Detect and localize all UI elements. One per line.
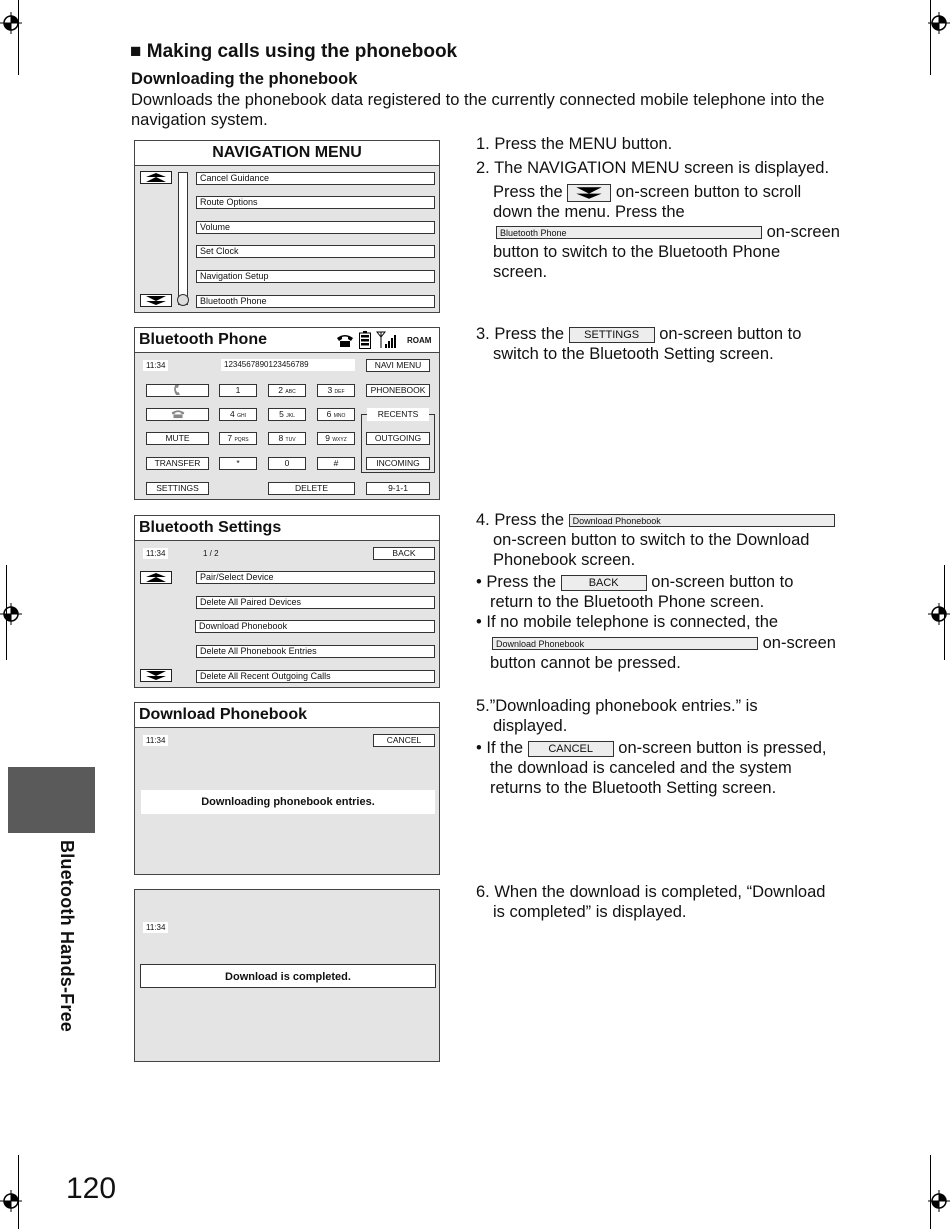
side-tab-label: Bluetooth Hands-Free <box>57 840 77 1033</box>
clock-display: 11:34 <box>143 360 168 371</box>
menu-item-navigation-setup[interactable]: Navigation Setup <box>196 270 435 283</box>
incoming-button[interactable]: INCOMING <box>366 457 430 470</box>
screen-title: NAVIGATION MENU <box>135 141 439 166</box>
note-cancel-line: returns to the Bluetooth Setting screen. <box>490 779 777 797</box>
keypad-key-1[interactable]: 1 <box>219 384 257 397</box>
keypad-key-9[interactable]: 9 WXYZ <box>317 432 355 445</box>
keypad-key-8[interactable]: 8 TUV <box>268 432 306 445</box>
scroll-up-button[interactable] <box>140 171 172 184</box>
handset-onhook-icon <box>168 409 188 419</box>
step-3-line: switch to the Bluetooth Setting screen. <box>493 345 774 363</box>
bluetooth-settings-screen <box>134 515 440 688</box>
inline-back-button: BACK <box>561 575 647 591</box>
keypad-key-star[interactable]: * <box>219 457 257 470</box>
phonebook-button[interactable]: PHONEBOOK <box>366 384 430 397</box>
step-3: 3. Press the SETTINGS on-screen button to <box>476 325 802 343</box>
note-cancel: • If the CANCEL on-screen button is pressed, <box>476 739 827 757</box>
download-completed-message: Download is completed. <box>140 964 436 988</box>
menu-item-volume[interactable]: Volume <box>196 221 435 234</box>
step-4: 4. Press the Download Phonebook <box>476 510 835 530</box>
settings-item-pair-select-device[interactable]: Pair/Select Device <box>196 571 435 584</box>
note-no-phone: • If no mobile telephone is connected, the <box>476 613 779 631</box>
inline-download-phonebook-button: Download Phonebook <box>492 637 758 650</box>
clock-display: 11:34 <box>143 548 168 559</box>
scroll-track[interactable] <box>178 172 188 305</box>
note-cancel-line: the download is canceled and the system <box>490 759 792 777</box>
scroll-up-button[interactable] <box>140 571 172 584</box>
step-2-line: button to switch to the Bluetooth Phone <box>493 243 781 261</box>
double-up-arrow-icon <box>141 172 171 183</box>
menu-item-bluetooth-phone[interactable]: Bluetooth Phone <box>196 295 435 308</box>
inline-settings-button: SETTINGS <box>569 327 655 343</box>
double-down-arrow-icon <box>141 670 171 681</box>
screen-title: Bluetooth Phone <box>135 328 439 353</box>
step-2: 2. The NAVIGATION MENU screen is displayed. <box>476 159 830 177</box>
talk-button[interactable] <box>146 384 209 397</box>
side-tab-block <box>8 767 95 833</box>
step-2-line: Press the on-screen button to scroll <box>493 183 802 201</box>
screen-title: Bluetooth Settings <box>135 516 439 541</box>
note-back-line: return to the Bluetooth Phone screen. <box>490 593 765 611</box>
step-2-line: screen. <box>493 263 548 281</box>
keypad-key-hash[interactable]: # <box>317 457 355 470</box>
scroll-down-button[interactable] <box>140 294 172 307</box>
clock-display: 11:34 <box>143 735 168 746</box>
keypad-key-5[interactable]: 5 JKL <box>268 408 306 421</box>
recents-label: RECENTS <box>367 408 429 421</box>
download-phonebook-screen <box>134 702 440 875</box>
menu-item-set-clock[interactable]: Set Clock <box>196 245 435 258</box>
note-back: • Press the BACK on-screen button to <box>476 573 794 591</box>
dialed-number-display: 1234567890123456789 <box>221 359 355 371</box>
keypad-key-3[interactable]: 3 DEF <box>317 384 355 397</box>
downloading-message: Downloading phonebook entries. <box>141 790 435 814</box>
registration-mark <box>928 12 950 34</box>
back-button[interactable]: BACK <box>373 547 435 560</box>
mute-button[interactable]: MUTE <box>146 432 209 445</box>
settings-item-delete-outgoing-calls[interactable]: Delete All Recent Outgoing Calls <box>196 670 435 683</box>
double-down-arrow-icon <box>569 186 609 200</box>
phone-status-icon <box>335 332 355 348</box>
page-number: 120 <box>66 1172 117 1205</box>
note-no-phone-line: button cannot be pressed. <box>490 654 681 672</box>
download-completed-screen <box>134 889 440 1062</box>
outgoing-button[interactable]: OUTGOING <box>366 432 430 445</box>
emergency-911-button[interactable]: 9-1-1 <box>366 482 430 495</box>
clock-display: 11:34 <box>143 922 168 933</box>
bluetooth-phone-screen <box>134 327 440 500</box>
inline-cancel-button: CANCEL <box>528 741 614 757</box>
navi-menu-button[interactable]: NAVI MENU <box>366 359 430 372</box>
intro-text: Downloads the phonebook data registered to the currently connected mobile telephone into the navigation system. <box>131 91 825 129</box>
cancel-button[interactable]: CANCEL <box>373 734 435 747</box>
scroll-thumb[interactable] <box>177 294 189 306</box>
screen-title: Download Phonebook <box>135 703 439 728</box>
step-6-line: is completed” is displayed. <box>493 903 687 921</box>
menu-item-route-options[interactable]: Route Options <box>196 196 435 209</box>
settings-item-delete-paired-devices[interactable]: Delete All Paired Devices <box>196 596 435 609</box>
step-4-line: Phonebook screen. <box>493 551 636 569</box>
crop-mark <box>6 565 7 660</box>
step-5: 5.”Downloading phonebook entries.” is <box>476 697 758 715</box>
battery-icon <box>359 331 371 349</box>
settings-item-download-phonebook[interactable]: Download Phonebook <box>195 620 435 633</box>
handset-offhook-icon <box>168 385 188 395</box>
page-indicator: 1 / 2 <box>203 549 219 558</box>
recents-group-edge <box>429 414 435 415</box>
keypad-key-2[interactable]: 2 ABC <box>268 384 306 397</box>
settings-item-delete-phonebook-entries[interactable]: Delete All Phonebook Entries <box>196 645 435 658</box>
end-call-button[interactable] <box>146 408 209 421</box>
section-title: ■ Making calls using the phonebook <box>130 41 458 62</box>
signal-strength-icon <box>376 331 398 349</box>
registration-mark <box>0 603 22 625</box>
step-6: 6. When the download is completed, “Download <box>476 883 826 901</box>
keypad-key-4[interactable]: 4 GHI <box>219 408 257 421</box>
crop-mark <box>944 565 945 660</box>
inline-download-phonebook-button: Download Phonebook <box>569 514 835 527</box>
step-5-line: displayed. <box>493 717 568 735</box>
menu-item-cancel-guidance[interactable]: Cancel Guidance <box>196 172 435 185</box>
registration-mark <box>928 603 950 625</box>
double-up-arrow-icon <box>141 572 171 583</box>
inline-scroll-down-button <box>567 184 611 202</box>
subsection-title: Downloading the phonebook <box>131 70 358 88</box>
inline-bluetooth-phone-button: Bluetooth Phone <box>496 226 762 239</box>
delete-button[interactable]: DELETE <box>268 482 355 495</box>
keypad-key-6[interactable]: 6 MNO <box>317 408 355 421</box>
scroll-down-button[interactable] <box>140 669 172 682</box>
crop-mark <box>930 1155 931 1229</box>
step-2-line: Bluetooth Phone on-screen <box>496 222 840 242</box>
keypad-key-0[interactable]: 0 <box>268 457 306 470</box>
roam-indicator: ROAM <box>407 336 432 345</box>
crop-mark <box>930 0 931 75</box>
navigation-menu-screen <box>134 140 440 313</box>
registration-mark <box>928 1190 950 1212</box>
transfer-button[interactable]: TRANSFER <box>146 457 209 470</box>
note-no-phone-line: Download Phonebook on-screen <box>492 633 836 653</box>
keypad-key-7[interactable]: 7 PQRS <box>219 432 257 445</box>
settings-button[interactable]: SETTINGS <box>146 482 209 495</box>
step-4-line: on-screen button to switch to the Download <box>493 531 810 549</box>
step-1: 1. Press the MENU button. <box>476 135 673 153</box>
double-down-arrow-icon <box>141 295 171 306</box>
crop-mark <box>18 1155 19 1229</box>
crop-mark <box>18 0 19 75</box>
step-2-line: down the menu. Press the <box>493 203 685 221</box>
